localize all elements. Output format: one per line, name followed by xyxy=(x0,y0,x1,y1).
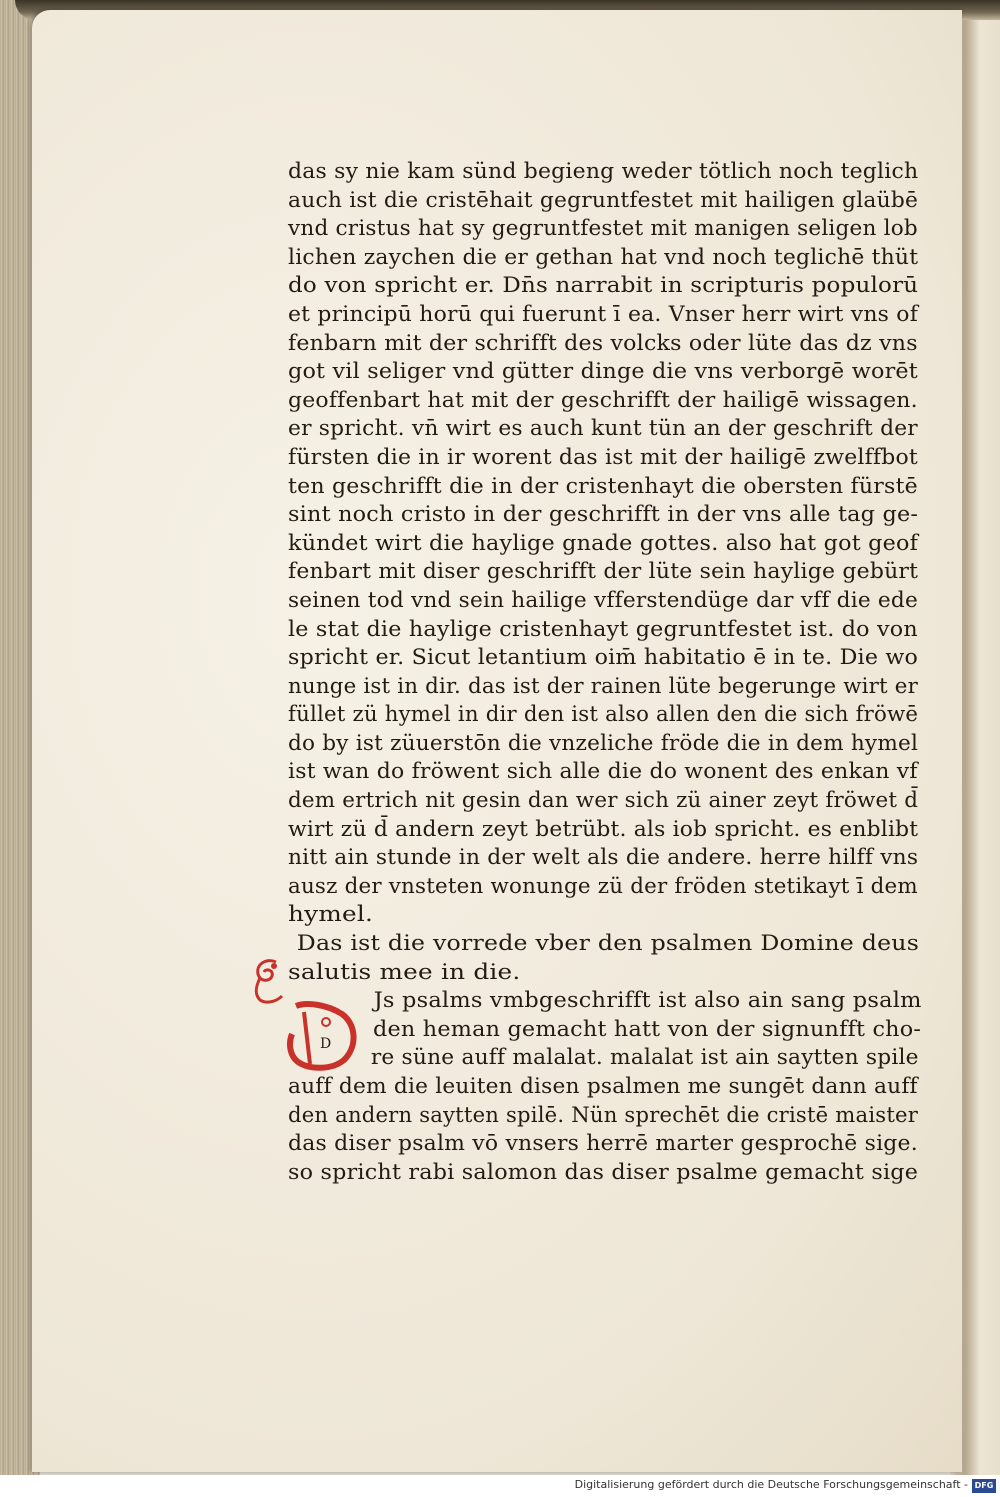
text-line: got vil seliger vnd gütter dinge die vns verborgē worēt xyxy=(288,359,918,385)
main-text-block xyxy=(288,158,922,1187)
text-line: do von spricht er. Dn̄s narrabit in scripturis populorū xyxy=(288,273,919,299)
text-line: fürsten die in ir worent das ist mit der hailigē zwelffbot xyxy=(288,444,918,470)
text-line: fenbarn mit der schrifft des volcks oder lüte das dz vns xyxy=(288,330,918,356)
text-line: seinen tod vnd sein hailige vfferstendüge dar vff die ede xyxy=(288,587,918,613)
dfg-logo: DFG xyxy=(972,1479,996,1493)
text-line: dem ertrich nit gesin dan wer sich zü ainer zeyt fröwet d̄ xyxy=(288,788,919,814)
text-line: nunge ist in dir. das ist der rainen lüte begerunge wirt er xyxy=(288,673,918,699)
psalm-line: das diser psalm vō vnsers herrē marter gesprochē sige. xyxy=(288,1131,918,1157)
psalm-line: auff dem die leuiten disen psalmen me sungēt dann auff xyxy=(288,1074,918,1099)
text-line: vnd cristus hat sy gegruntfestet mit manigen seligen lob xyxy=(288,216,918,242)
text-line: et principū horū qui fuerunt ī ea. Vnser herr wirt vns of xyxy=(288,301,919,327)
footer-credit: Digitalisierung gefördert durch die Deutsche Forschungsgemeinschaft - xyxy=(574,1478,968,1491)
text-line: er spricht. vn̄ wirt es auch kunt tün an der geschrift der xyxy=(288,416,918,442)
text-line: le stat die haylige cristenhayt gegruntfestet ist. do von xyxy=(288,616,918,642)
drop-initial-guide-letter: D xyxy=(320,1036,332,1052)
text-line: nitt ain stunde in der welt als die andere. herre hilff vns xyxy=(288,845,919,871)
text-line: ist wan do fröwent sich alle die do wonent des enkan vf xyxy=(288,759,918,785)
text-line: sint noch cristo in der geschrifft in der vns alle tag ge- xyxy=(288,502,919,528)
rubric-heading-line: Das ist die vorrede vber den psalmen Domine deus xyxy=(296,931,920,957)
rubric-paragraph-mark-icon xyxy=(246,956,290,1004)
text-line: spricht er. Sicut letantium oim̄ habitatio ē in te. Die wo xyxy=(288,645,919,671)
text-line: lichen zaychen die er gethan hat vnd noch teglichē thüt xyxy=(288,244,919,270)
psalm-line: Js psalms vmbgeschrifft ist also ain sang psalm xyxy=(373,988,922,1014)
text-line: ten geschrifft die in der cristenhayt die obersten fürstē xyxy=(288,473,918,499)
psalm-line: den heman gemacht hatt von der signunfft cho- xyxy=(373,1016,922,1042)
rubric-heading-line: salutis mee in die. xyxy=(288,959,521,985)
text-line: hymel. xyxy=(288,902,374,928)
psalm-line: so spricht rabi salomon das diser psalme gemacht sige xyxy=(288,1159,919,1185)
text-line: geoffenbart hat mit der geschrifft der hailigē wissagen. xyxy=(288,387,918,413)
text-line: ausz der vnsteten wonunge zü der fröden stetikayt ī dem xyxy=(288,873,918,899)
text-line: füllet zü hymel in dir den ist also allen den die sich fröwē xyxy=(288,702,919,728)
text-line: auch ist die cristēhait gegruntfestet mit hailigen glaübē xyxy=(288,187,919,213)
psalm-line: re süne auff malalat. malalat ist ain saytten spile xyxy=(370,1045,919,1071)
text-line: do by ist züuerstōn die vnzeliche fröde die in dem hymel xyxy=(288,730,919,756)
psalm-line: den andern saytten spilē. Nün sprechēt die cristē maister xyxy=(288,1102,919,1128)
footer-bar xyxy=(0,1475,1000,1497)
text-line: kündet wirt die haylige gnade gottes. also hat got geof xyxy=(288,530,919,556)
red-drop-initial xyxy=(286,1000,368,1072)
text-line: fenbart mit diser geschrifft der lüte sein haylige gebürt xyxy=(288,559,919,585)
text-line: wirt zü d̄ andern zeyt betrübt. als iob spricht. es enblibt xyxy=(288,816,919,842)
text-line: das sy nie kam sünd begieng weder tötlich noch teglich xyxy=(288,159,919,184)
